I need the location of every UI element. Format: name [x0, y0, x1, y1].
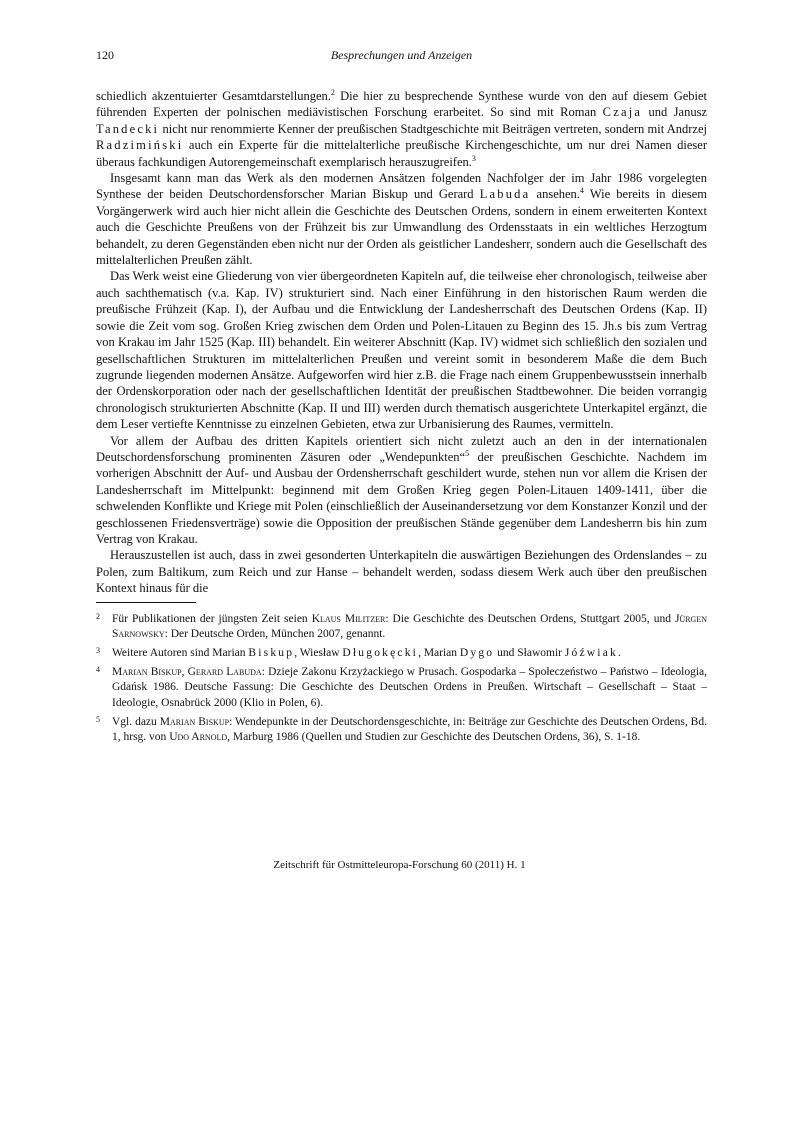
text-run: Für Publikationen der jüngsten Zeit seien: [112, 612, 312, 625]
text-run: Insgesamt kann man das Werk als den modernen Ansätzen folgenden Nachfolger der im Jahr 1986 vorgelegten Synthese der beiden Deutschordensforscher Marian Biskup und Gerard: [96, 171, 707, 202]
spaced-author-name: Czaja: [602, 105, 643, 120]
text-run: der preußischen Geschichte. Nachdem im vorherigen Abschnitt der Auf- und Ausbau der Ordensherrschaft geschildert wurde, stehen nun vor allem die Krisen der Landesherrschaft im Mittelpunkt: beginnend mit dem Großen Krieg gegen Polen-Litauen 1409-1411, über die schwelenden Konflikte und Kriege mit Polen (einschließlich der Auseinandersetzung vor dem Konstanzer Konzil und der geschlossenen Friedensverträge) sowie die Opposition der preußischen Stände gegenüber dem Landesherrn bis hin zum Vertrag von Krakau.: [96, 449, 707, 546]
author-name: Marian Biskup: [159, 715, 230, 728]
footnote: [96, 715, 707, 745]
footnote: [96, 646, 707, 661]
text-run: Die hier zu besprechende Synthese wurde von den auf diesem Gebiet führenden Experten der polnischen mediävistischen Forschung erarbeitet. So sind mit Roman: [96, 89, 708, 120]
running-title: Besprechungen und Anzeigen: [330, 48, 473, 62]
text-run: Vgl. dazu: [112, 715, 160, 728]
spaced-author-name: Radzimiński: [96, 138, 184, 153]
text-run: , Marian: [418, 647, 460, 659]
author-name: Jürgen Sarnowsky: [112, 612, 707, 640]
text-run: und Sławomir: [494, 647, 565, 659]
spaced-author-name: Labuda: [479, 187, 531, 202]
paragraph: [96, 170, 707, 268]
text-run: Wie bereits in diesem Vorgängerwerk wird auch hier nicht allein die Geschichte des Deutschen Ordens, sondern in einem erweiterten Kontext auch die Geschichte Preußens von der Frühzeit bis zur Umwandlung des Ordensstaats in ein weltliches Herzogtum behandelt, zu deren Gegenständen eben nicht nur der Orden als geistlicher Landesherr, sondern auch die Gesellschaft des mittelalterlichen Preußen zählt.: [96, 187, 708, 268]
footnote-number: 5: [96, 714, 100, 724]
paragraph: [96, 547, 707, 596]
author-name: Marian Biskup, Gerard Labuda: [112, 666, 262, 679]
footnote-separator: [96, 602, 196, 603]
footnotes: [96, 612, 707, 746]
body-text: [96, 88, 707, 597]
journal-footer: Zeitschrift für Ostmitteleuropa-Forschung 60 (2011) H. 1: [273, 859, 526, 871]
text-run: : Dzieje Zakonu Krzyżackiego w Prusach. Gospodarka – Społeczeństwo – Państwo – Ideologia, Gdańsk 1986. Deutsche Fassung: Die Geschichte des Deutschen Ordens in Preußen. Wirtschaft – Gesellschaft – Staat – Ideologie, Osnabrück 2000 (Klio in Polen, 6).: [112, 666, 707, 709]
author-name: Klaus Militzer: [311, 612, 386, 625]
footnote: [96, 612, 707, 642]
footnote-reference: 5: [465, 448, 470, 458]
text-run: , Marburg 1986 (Quellen und Studien zur Geschichte des Deutschen Ordens, 36), S. 1-18.: [227, 731, 641, 744]
text-run: Weitere Autoren sind Marian: [112, 647, 249, 659]
paragraph: [96, 433, 707, 548]
author-name: Udo Arnold: [169, 731, 228, 744]
footnote-number: 3: [96, 646, 100, 655]
spaced-author-name: Długokęcki: [342, 647, 419, 659]
text-run: Herauszustellen ist auch, dass in zwei gesonderten Unterkapiteln die auswärtigen Beziehungen des Ordenslandes – zu Polen, zum Baltikum, zum Reich und zur Hanse – behandelt werden, sodass diesem Werk auch über den preußischen Kontext hinaus für die: [96, 548, 707, 596]
text-run: : Wendepunkte in der Deutschordensgeschichte, in: Beiträge zur Geschichte des Deutschen Ordens, Bd. 1, hrsg. von: [112, 715, 707, 744]
page-number: 120: [96, 48, 114, 62]
footnote-text: [112, 715, 707, 745]
footnote-reference: 2: [330, 87, 335, 97]
footnote-text: [112, 665, 707, 711]
text-run: auch ein Experte für die mittelalterliche preußische Kirchengeschichte, um nur drei Namen dieser überaus fachkundigen Autorengemeinschaft exemplarisch herauszugreifen.: [96, 138, 707, 169]
text-run: ansehen.: [530, 187, 580, 202]
text-run: : Die Geschichte des Deutschen Ordens, Stuttgart 2005, und: [385, 612, 675, 625]
text-run: Vor allem der Aufbau des dritten Kapitels orientiert sich nicht zuletzt auch an den in der internationalen Deutschordensforschung prominenten Zäsuren oder „Wendepunkten“: [96, 433, 707, 464]
footnote: [96, 665, 707, 711]
text-run: Das Werk weist eine Gliederung von vier übergeordneten Kapiteln auf, die teilweise eher chronologisch, teilweise aber auch sachthematisch (v.a. Kap. IV) strukturiert sind. Nach einer Einführung in den historischen Raum werden die preußische Frühzeit (Kap. I), der Aufbau und die Entwicklung der Landesherrschaft des Deutschen Ordens (Kap. II) sowie die Zeit vom sog. Großen Krieg zwischen dem Orden und Polen-Litauen zu Beginn des 15. Jh.s bis zum Vertrag von Krakau im Jahr 1525 (Kap. III) behandelt. Ein weiterer Abschnitt (Kap. IV) widmet sich schließlich den sozialen und gesellschaftlichen Strukturen im mittelalterlichen Preußen und vereint somit in besonderem Maße die dem Buch zugrunde liegenden modernen Ansätze. Aufgeworfen wird hier z.B. die Frage nach einem Gruppenbewusstsein innerhalb der Ordenskorporation oder nach der gesellschaftlichen Identität der preußischen Stadtbewohner. Die beiden vorrangig chronologisch strukturierten Abschnitte (Kap. II und III) werden durch thematisch ausgerichtete Unterkapitel ergänzt, die dem Leser vertiefte Kenntnisse zu einzelnen Gebieten, etwa zur Urbanisierung des Raumes, vermitteln.: [96, 269, 707, 432]
footnote-text: [112, 612, 707, 642]
footnote-reference: 4: [579, 186, 584, 196]
paragraph: [96, 268, 707, 432]
spaced-author-name: Dygo: [459, 647, 495, 659]
text-run: , Wiesław: [294, 647, 343, 659]
footnote-number: 4: [96, 665, 100, 675]
footnote-number: 2: [96, 611, 100, 621]
paragraph: [96, 88, 707, 170]
text-run: nicht nur renommierte Kenner der preußischen Stadtgeschichte mit Beiträgen vertreten, sondern mit Andrzej: [159, 121, 707, 136]
text-run: und Janusz: [642, 105, 707, 120]
footnote-text: [112, 646, 707, 661]
document-page: [96, 46, 707, 749]
spaced-author-name: Jóźwiak: [564, 647, 618, 659]
spaced-author-name: Tandecki: [96, 121, 160, 136]
running-header: [96, 46, 707, 66]
text-run: : Der Deutsche Orden, München 2007, genannt.: [164, 627, 386, 640]
text-run: .: [617, 647, 621, 659]
spaced-author-name: Biskup: [248, 647, 295, 659]
footnote-reference: 3: [471, 153, 476, 163]
text-run: schiedlich akzentuierter Gesamtdarstellungen.: [96, 89, 331, 103]
